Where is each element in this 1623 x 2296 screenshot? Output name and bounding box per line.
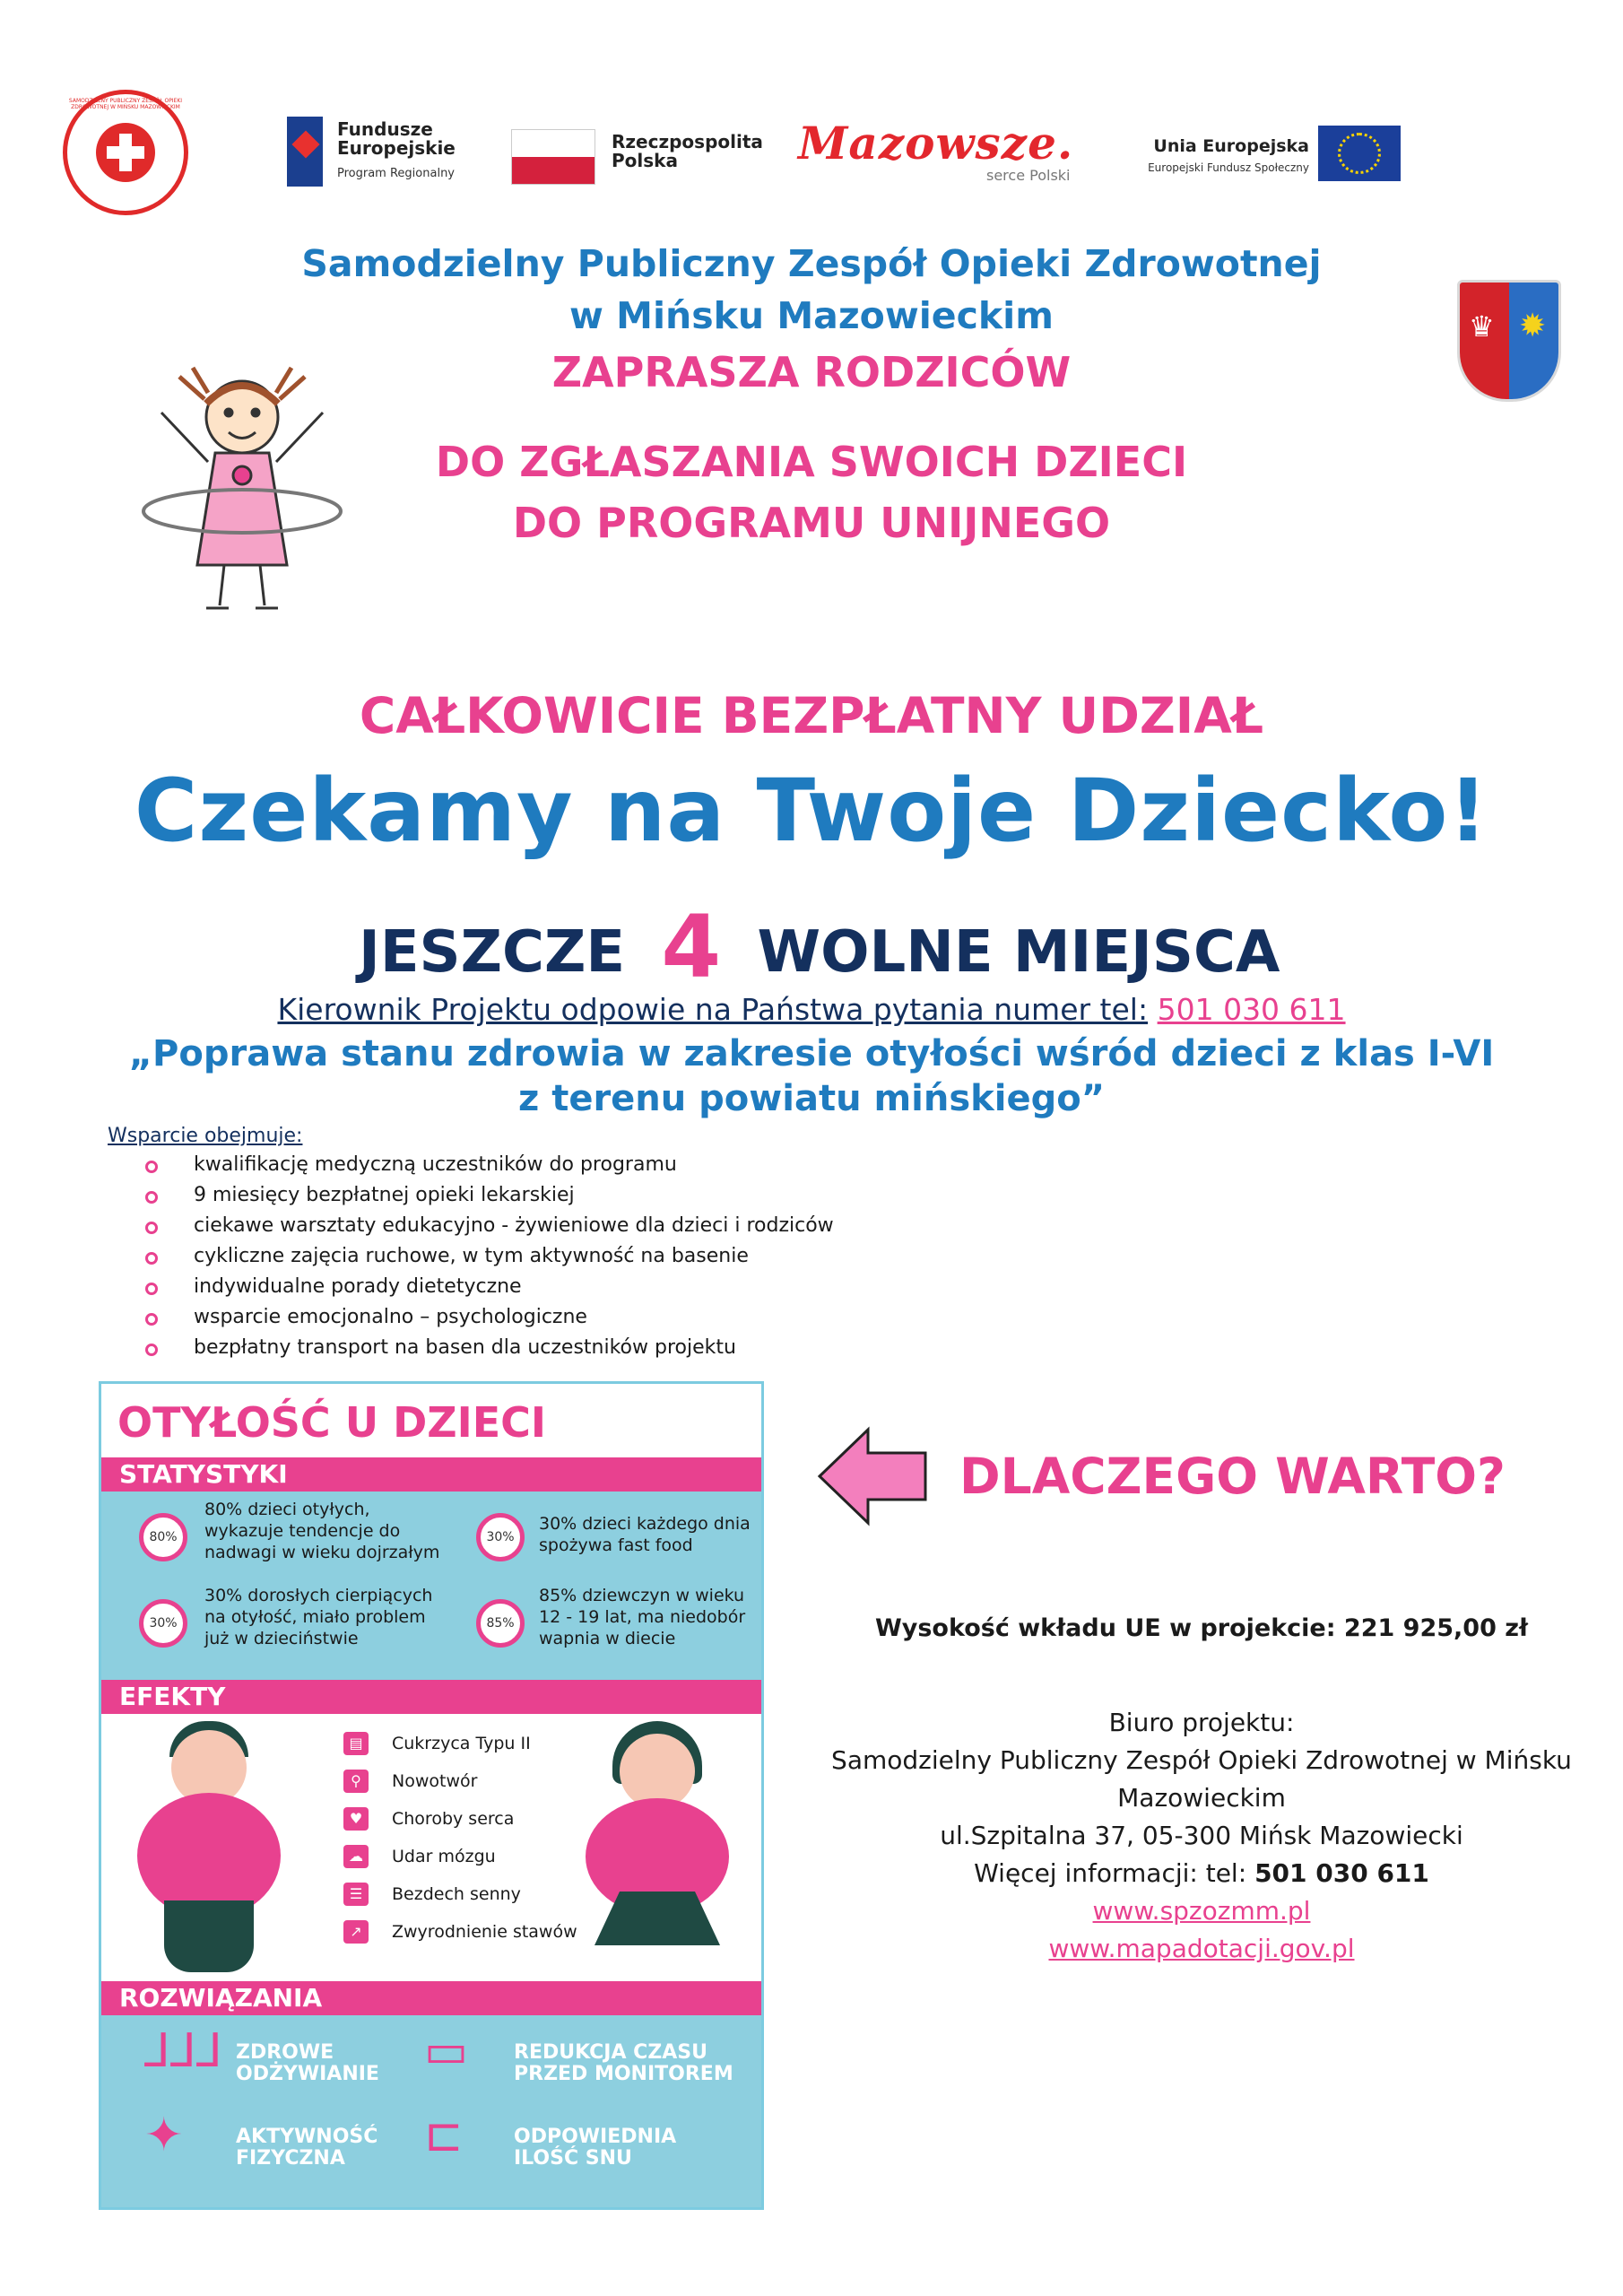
boy-figure-illustration	[137, 1721, 281, 1981]
stats-panel	[101, 1492, 761, 1680]
stat-text: 30% dzieci każdego dnia spożywa fast food	[539, 1514, 751, 1555]
free-participation: CAŁKOWICIE BEZPŁATNY UDZIAŁ	[359, 687, 1264, 744]
bed-sleep-icon: ⊏	[424, 2109, 464, 2162]
infographic-title: OTYŁOŚĆ U DZIECI	[117, 1398, 547, 1447]
obesity-infographic	[99, 1381, 764, 2210]
fe-star-icon	[287, 117, 323, 187]
rp-line1: Rzeczpospolita	[612, 131, 763, 152]
eu-flag-icon	[1318, 126, 1401, 181]
stat-badge: 85%	[476, 1599, 525, 1648]
vegetables-icon: ⅃⅃⅃	[144, 2024, 222, 2078]
list-item: wsparcie emocjonalno – psychologiczne	[143, 1302, 834, 1333]
office-address: ul.Szpitalna 37, 05-300 Mińsk Mazowiecki	[940, 1821, 1463, 1850]
list-item: ▤ Cukrzyca Typu II	[343, 1725, 577, 1762]
contact-phone[interactable]: 501 030 611	[1157, 992, 1346, 1027]
seats-before: JESZCZE	[359, 919, 626, 986]
list-item: ♥ Choroby serca	[343, 1800, 577, 1838]
office-name-line2: Mazowieckim	[1117, 1783, 1286, 1813]
bullet-icon	[145, 1252, 158, 1265]
website-link[interactable]: www.spzozmm.pl	[1092, 1896, 1311, 1926]
stat-text: 80% dzieci otyłych, wykazuje tendencje do nadwagi w wieku dojrzałym	[204, 1500, 440, 1562]
why-worth-it: DLACZEGO WARTO?	[959, 1448, 1506, 1505]
running-icon: ✦	[144, 2109, 184, 2162]
ue-line1: Unia Europejska	[1153, 136, 1309, 156]
fe-line1: Fundusze	[337, 118, 433, 140]
solution-item: AKTYWNOŚĆ FIZYCZNA	[236, 2126, 378, 2170]
solution-item: ODPOWIEDNIA ILOŚĆ SNU	[514, 2126, 677, 2170]
program-title-line1: „Poprawa stanu zdrowia w zakresie otyłości wśród dzieci z klas I-VI	[128, 1033, 1495, 1074]
stat-badge: 30%	[139, 1599, 187, 1648]
solution-item: ZDROWE ODŻYWIANIE	[236, 2041, 379, 2085]
bullet-icon	[145, 1222, 158, 1234]
header-line4: DO ZGŁASZANIA SWOICH DZIECI	[435, 438, 1188, 486]
effects-list	[343, 1725, 577, 1951]
solutions-panel	[101, 2015, 761, 2207]
free-seats	[359, 897, 1280, 997]
bone-icon: ↗	[343, 1920, 369, 1944]
brain-icon: ☁	[343, 1845, 369, 1868]
rp-line2: Polska	[612, 150, 678, 171]
left-arrow-icon	[816, 1426, 929, 1526]
ribbon-icon: ⚲	[343, 1770, 369, 1793]
header-line5: DO PROGRAMU UNIJNEGO	[512, 499, 1111, 547]
support-list	[143, 1150, 834, 1363]
bullet-icon	[145, 1344, 158, 1356]
more-info: Więcej informacji: tel: 501 030 611	[974, 1858, 1429, 1888]
main-headline: Czekamy na Twoje Dziecko!	[134, 761, 1489, 861]
monitor-icon: ▭	[424, 2024, 469, 2078]
bullet-icon	[145, 1313, 158, 1326]
list-item: kwalifikację medyczną uczestników do programu	[143, 1150, 834, 1180]
contact-line	[0, 992, 1623, 1027]
program-title-line2: z terenu powiatu mińskiego”	[517, 1078, 1105, 1119]
polish-flag-icon	[511, 129, 595, 185]
support-heading: Wsparcie obejmuje:	[108, 1125, 303, 1147]
list-item: ↗ Zwyrodnienie stawów	[343, 1913, 577, 1951]
red-cross-icon	[96, 123, 155, 182]
bullet-icon	[145, 1161, 158, 1173]
mazowsze-logo	[798, 117, 1094, 188]
list-item: ☰ Bezdech senny	[343, 1875, 577, 1913]
bed-icon: ☰	[343, 1883, 369, 1906]
list-item: ciekawe warsztaty edukacyjno - żywieniowe dla dzieci i rodziców	[143, 1211, 834, 1241]
seats-number: 4	[661, 897, 722, 997]
fe-line2: Europejskie	[337, 137, 456, 159]
ue-sub: Europejski Fundusz Społeczny	[1148, 161, 1309, 174]
stat-badge: 30%	[476, 1513, 525, 1561]
list-item: ⚲ Nowotwór	[343, 1762, 577, 1800]
header-line2: w Mińsku Mazowieckim	[569, 294, 1054, 337]
list-item: indywidualne porady dietetyczne	[143, 1272, 834, 1302]
header-line3: ZAPRASZA RODZICÓW	[551, 348, 1072, 396]
header-line1: Samodzielny Publiczny Zespół Opieki Zdrowotnej	[301, 242, 1322, 285]
eu-contribution: Wysokość wkładu UE w projekcie: 221 925,00 zł	[874, 1614, 1529, 1642]
mazowsze-word: Mazowsze.	[798, 117, 1074, 170]
seal-text: SAMODZIELNY PUBLICZNY ZESPÓŁ OPIEKI ZDROWOTNEJ W MIŃSKU MAZOWIECKIM	[68, 98, 183, 110]
list-item: ☁ Udar mózgu	[343, 1838, 577, 1875]
more-info-phone[interactable]: 501 030 611	[1254, 1858, 1429, 1888]
mapadotacji-link[interactable]: www.mapadotacji.gov.pl	[1048, 1934, 1355, 1963]
office-heading: Biuro projektu:	[1108, 1708, 1295, 1737]
bullet-icon	[145, 1191, 158, 1204]
diabetes-icon: ▤	[343, 1732, 369, 1755]
solution-item: REDUKCJA CZASU PRZED MONITOREM	[514, 2041, 733, 2085]
girl-figure-illustration	[586, 1721, 729, 1981]
office-name-line1: Samodzielny Publiczny Zespół Opieki Zdrowotnej w Mińsku	[831, 1745, 1572, 1775]
list-item: 9 miesięcy bezpłatnej opieki lekarskiej	[143, 1180, 834, 1211]
effects-panel	[101, 1714, 761, 1981]
fundusze-europejskie-logo	[287, 117, 475, 188]
mazowsze-sub: serce Polski	[986, 167, 1071, 184]
project-office	[753, 1704, 1623, 1968]
fe-sub: Program Regionalny	[337, 167, 455, 180]
list-item: cykliczne zajęcia ruchowe, w tym aktywność na basenie	[143, 1241, 834, 1272]
bullet-icon	[145, 1283, 158, 1295]
unia-europejska-logo	[1130, 126, 1417, 188]
solutions-band: ROZWIĄZANIA	[101, 1981, 761, 2015]
stats-band: STATYSTYKI	[101, 1457, 761, 1492]
heart-icon: ♥	[343, 1807, 369, 1831]
seats-after: WOLNE MIEJSCA	[757, 919, 1280, 986]
stat-badge: 80%	[139, 1513, 187, 1561]
spzoz-seal-logo	[63, 90, 188, 215]
coat-of-arms-icon: ♛ ✹	[1457, 280, 1561, 402]
stat-text: 85% dziewczyn w wieku 12 - 19 lat, ma niedobór wapnia w diecie	[539, 1586, 746, 1648]
contact-text: Kierownik Projektu odpowie na Państwa pytania numer tel:	[277, 992, 1149, 1027]
stat-text: 30% dorosłych cierpiących na otyłość, miało problem już w dzieciństwie	[204, 1586, 433, 1648]
list-item: bezpłatny transport na basen dla uczestników projektu	[143, 1333, 834, 1363]
girl-hula-hoop-illustration	[108, 359, 377, 619]
rzeczpospolita-logo	[511, 126, 763, 188]
effects-band: EFEKTY	[101, 1680, 761, 1714]
